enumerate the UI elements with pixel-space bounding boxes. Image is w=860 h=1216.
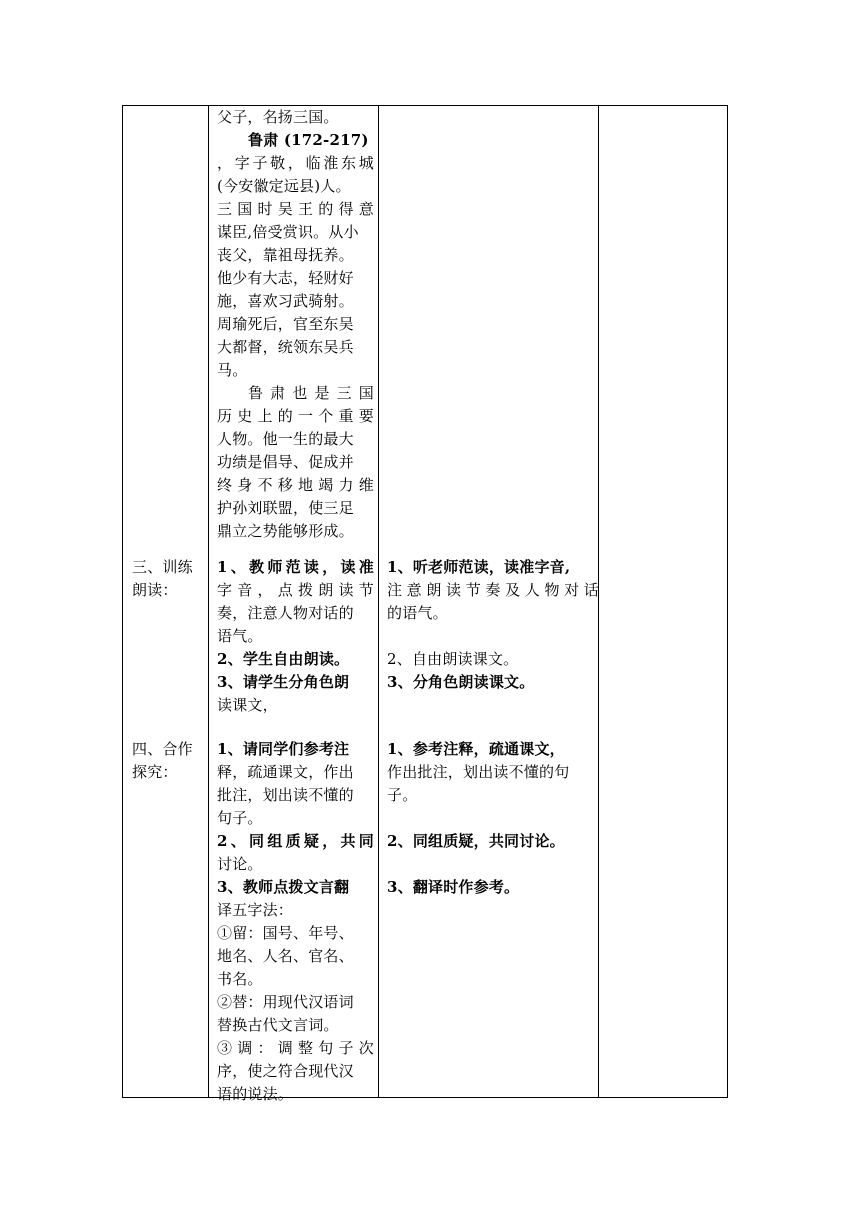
text-line: 大都督，统领东吴兵	[217, 338, 354, 356]
text-line: 1、教师范读，读准	[217, 558, 374, 576]
text-line: 2、自由朗读课文。	[387, 650, 519, 668]
column-divider	[208, 106, 209, 1097]
text-line: 施，喜欢习武骑射。	[217, 292, 354, 310]
heading-line: 四、合作	[132, 740, 193, 758]
text-line: 批注，划出读不懂的	[217, 786, 354, 804]
text-line: 历史上的一个重要	[217, 407, 374, 425]
text-line: 作出批注，划出读不懂的句	[387, 763, 570, 781]
text-line: 语气。	[217, 627, 263, 645]
text-line: 鲁肃也是三国	[248, 384, 374, 402]
text-line: ①留：国号、年号、	[217, 924, 354, 942]
student-activity-inquiry	[387, 738, 599, 899]
text-line: 书名。	[217, 970, 263, 988]
text-line: 释，疏通课文，作出	[217, 763, 354, 781]
text-line: 的语气。	[387, 604, 448, 622]
text-line: 译五字法：	[217, 901, 294, 919]
section-heading-reading	[132, 556, 204, 602]
text-line: 终身不移地竭力维	[217, 476, 374, 494]
text-line: 3、请学生分角色朗	[217, 673, 350, 691]
text-line: 奏，注意人物对话的	[217, 604, 354, 622]
text-line: 句子。	[217, 809, 263, 827]
text-line: 语的说法。	[217, 1085, 294, 1103]
text-line: 序，使之符合现代汉	[217, 1062, 354, 1080]
heading-line: 朗读：	[132, 581, 178, 599]
text-line: 护孙刘联盟，使三足	[217, 499, 354, 517]
text-line: 替换古代文言词。	[217, 1016, 339, 1034]
text-line: 地名、人名、官名、	[217, 947, 354, 965]
text-line: ，字子敬，临淮东城	[217, 154, 374, 172]
text-line: 3、教师点拨文言翻	[217, 878, 350, 896]
text-line: ②替：用现代汉语词	[217, 993, 354, 1011]
text-line: 讨论。	[217, 855, 263, 873]
text-line: 谋臣,倍受赏识。从小	[217, 223, 359, 241]
text-line: 功绩是倡导、促成并	[217, 453, 354, 471]
text-line: 2、同组质疑，共同讨论。	[387, 832, 565, 850]
teacher-activity-inquiry	[217, 738, 374, 1106]
section-heading-inquiry	[132, 738, 204, 784]
text-line: 1、听老师范读，读准字音,	[387, 558, 571, 576]
text-line: 人物。他一生的最大	[217, 430, 354, 448]
text-line: 周瑜死后，官至东吴	[217, 315, 354, 333]
text-line: (今安徽定远县)人。	[217, 177, 351, 195]
text-line: ③调：调整句子次	[217, 1039, 374, 1057]
text-line: 丧父，靠祖母抚养。	[217, 246, 354, 264]
text-line: 2、学生自由朗读。	[217, 650, 350, 668]
text-line: 三国时吴王的得意	[217, 200, 374, 218]
text-line: 注意朗读节奏及人物对话	[387, 581, 599, 599]
text-line: 1、请同学们参考注	[217, 740, 350, 758]
text-line: 鲁肃 (172-217)	[248, 131, 369, 149]
text-line: 子。	[387, 786, 418, 804]
text-line: 他少有大志，轻财好	[217, 269, 354, 287]
column-divider	[378, 106, 379, 1097]
lesson-plan-table	[122, 105, 728, 1103]
heading-line: 三、训练	[132, 558, 193, 576]
text-line: 父子，名扬三国。	[217, 108, 339, 126]
text-line: 字音，点拨朗读节	[217, 581, 374, 599]
text-line: 3、分角色朗读课文。	[387, 673, 535, 691]
text-line: 2、同组质疑，共同	[217, 832, 374, 850]
student-activity-reading	[387, 556, 599, 694]
heading-line: 探究：	[132, 763, 178, 781]
intro-text	[217, 106, 374, 543]
teacher-activity-reading	[217, 556, 374, 717]
text-line: 鼎立之势能够形成。	[217, 522, 354, 540]
text-line: 3、翻译时作参考。	[387, 878, 520, 896]
text-line: 读课文，	[217, 696, 278, 714]
text-line: 马。	[217, 361, 248, 379]
text-line: 1、参考注释，疏通课文，	[387, 740, 565, 758]
